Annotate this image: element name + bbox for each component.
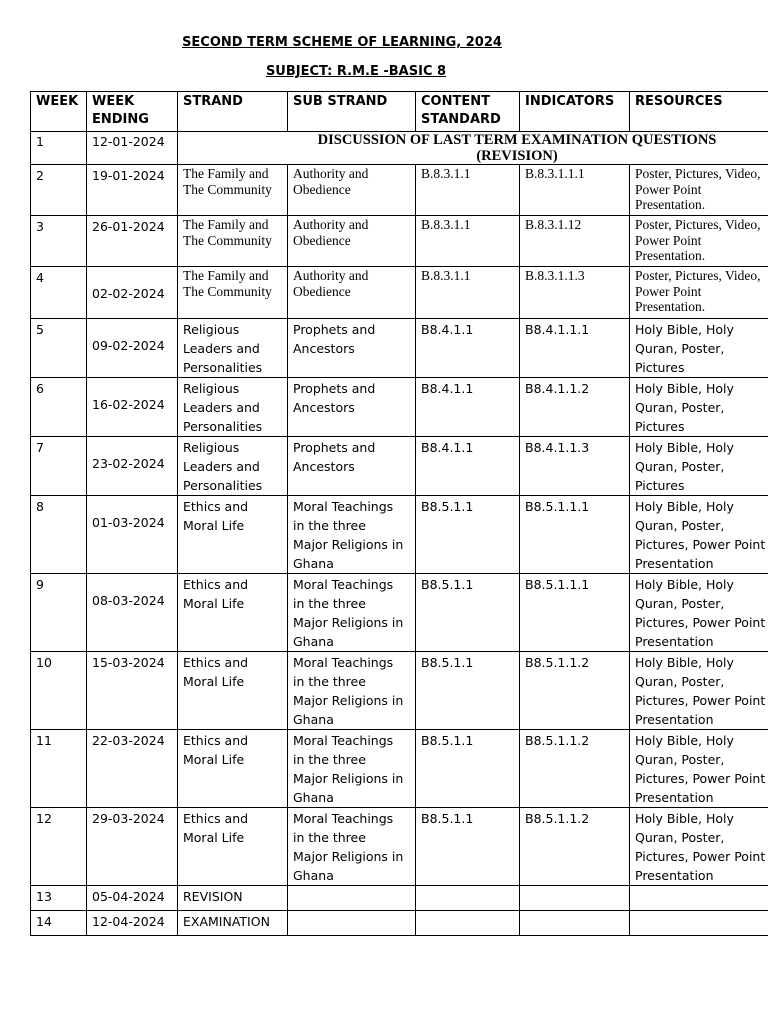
week-ending-cell: 01-03-2024 bbox=[87, 496, 178, 574]
content-standard-cell: B.8.3.1.1 bbox=[416, 165, 520, 216]
content-standard-cell: B8.5.1.1 bbox=[416, 496, 520, 574]
header-indicators: INDICATORS bbox=[520, 92, 630, 132]
strand-cell: Ethics and Moral Life bbox=[178, 496, 288, 574]
indicator-cell: B8.5.1.1.2 bbox=[520, 730, 630, 808]
indicator-cell: B8.5.1.1.2 bbox=[520, 652, 630, 730]
resources-cell: Poster, Pictures, Video, Power Point Presentation. bbox=[630, 267, 768, 319]
week-ending-cell: 23-02-2024 bbox=[87, 437, 178, 496]
strand-cell: The Family and The Community bbox=[178, 216, 288, 267]
strand-cell: Religious Leaders and Personalities bbox=[178, 437, 288, 496]
indicator-cell: B8.5.1.1.1 bbox=[520, 496, 630, 574]
document-title: SECOND TERM SCHEME OF LEARNING, 2024 bbox=[182, 35, 502, 50]
resources-cell: Poster, Pictures, Video, Power Point Presentation. bbox=[630, 165, 768, 216]
strand-cell: Ethics and Moral Life bbox=[178, 652, 288, 730]
indicator-cell: B.8.3.1.12 bbox=[520, 216, 630, 267]
week-cell: 14 bbox=[31, 911, 87, 936]
strand-cell: Ethics and Moral Life bbox=[178, 730, 288, 808]
resources-cell: Holy Bible, Holy Quran, Poster, Pictures, Power Point Presentation bbox=[630, 574, 768, 652]
header-strand: STRAND bbox=[178, 92, 288, 132]
header-resources: RESOURCES bbox=[630, 92, 768, 132]
week-ending-cell: 22-03-2024 bbox=[87, 730, 178, 808]
content-standard-cell: B8.4.1.1 bbox=[416, 378, 520, 437]
sub-strand-cell: Authority and Obedience bbox=[288, 216, 416, 267]
header-week-ending: WEEK ENDING bbox=[87, 92, 178, 132]
table-row bbox=[31, 216, 768, 267]
resources-cell: Holy Bible, Holy Quran, Poster, Pictures, Power Point Presentation bbox=[630, 730, 768, 808]
week-ending-cell: 12-01-2024 bbox=[87, 132, 178, 165]
strand-cell: Religious Leaders and Personalities bbox=[178, 319, 288, 378]
resources-cell: Holy Bible, Holy Quran, Poster, Pictures, Power Point Presentation bbox=[630, 808, 768, 886]
empty-cell bbox=[520, 911, 630, 936]
week-cell: 9 bbox=[31, 574, 87, 652]
sub-strand-cell: Moral Teachings in the three Major Religions in Ghana bbox=[288, 730, 416, 808]
empty-cell bbox=[288, 886, 416, 911]
sub-strand-cell: Prophets and Ancestors bbox=[288, 319, 416, 378]
indicator-cell: B8.4.1.1.2 bbox=[520, 378, 630, 437]
sub-strand-cell: Prophets and Ancestors bbox=[288, 378, 416, 437]
week-ending-cell: 15-03-2024 bbox=[87, 652, 178, 730]
empty-cell bbox=[630, 886, 768, 911]
resources-cell: Poster, Pictures, Video, Power Point Presentation. bbox=[630, 216, 768, 267]
table-row bbox=[31, 132, 768, 165]
week-ending-cell: 08-03-2024 bbox=[87, 574, 178, 652]
table-row bbox=[31, 378, 768, 437]
week-ending-cell: 05-04-2024 bbox=[87, 886, 178, 911]
strand-cell: EXAMINATION bbox=[178, 911, 288, 936]
week-cell: 7 bbox=[31, 437, 87, 496]
content-standard-cell: B8.4.1.1 bbox=[416, 319, 520, 378]
header-sub-strand: SUB STRAND bbox=[288, 92, 416, 132]
week-ending-cell: 12-04-2024 bbox=[87, 911, 178, 936]
sub-strand-cell: Moral Teachings in the three Major Religions in Ghana bbox=[288, 496, 416, 574]
content-standard-cell: B8.4.1.1 bbox=[416, 437, 520, 496]
resources-cell: Holy Bible, Holy Quran, Poster, Pictures, Power Point Presentation bbox=[630, 496, 768, 574]
week-cell: 4 bbox=[31, 267, 87, 319]
week-ending-cell: 16-02-2024 bbox=[87, 378, 178, 437]
table-row bbox=[31, 911, 768, 936]
week-ending-cell: 19-01-2024 bbox=[87, 165, 178, 216]
sub-strand-cell: Moral Teachings in the three Major Religions in Ghana bbox=[288, 574, 416, 652]
strand-cell: REVISION bbox=[178, 886, 288, 911]
table-header-row bbox=[31, 92, 768, 132]
sub-strand-cell: Prophets and Ancestors bbox=[288, 437, 416, 496]
indicator-cell: B.8.3.1.1.1 bbox=[520, 165, 630, 216]
table-row bbox=[31, 808, 768, 886]
week-cell: 13 bbox=[31, 886, 87, 911]
table-row bbox=[31, 165, 768, 216]
table-row bbox=[31, 437, 768, 496]
indicator-cell: B.8.3.1.1.3 bbox=[520, 267, 630, 319]
resources-cell: Holy Bible, Holy Quran, Poster, Pictures bbox=[630, 437, 768, 496]
scheme-table bbox=[30, 91, 768, 936]
week-cell: 8 bbox=[31, 496, 87, 574]
empty-cell bbox=[416, 886, 520, 911]
content-standard-cell: B8.5.1.1 bbox=[416, 652, 520, 730]
week-cell: 5 bbox=[31, 319, 87, 378]
week-ending-cell: 09-02-2024 bbox=[87, 319, 178, 378]
indicator-cell: B8.5.1.1.1 bbox=[520, 574, 630, 652]
strand-cell: Religious Leaders and Personalities bbox=[178, 378, 288, 437]
content-standard-cell: B8.5.1.1 bbox=[416, 730, 520, 808]
week-cell: 1 bbox=[31, 132, 87, 165]
table-row bbox=[31, 319, 768, 378]
indicator-cell: B8.4.1.1.3 bbox=[520, 437, 630, 496]
table-row bbox=[31, 730, 768, 808]
week-cell: 12 bbox=[31, 808, 87, 886]
week-ending-cell: 02-02-2024 bbox=[87, 267, 178, 319]
week-ending-cell: 26-01-2024 bbox=[87, 216, 178, 267]
header-week: WEEK bbox=[31, 92, 87, 132]
content-standard-cell: B8.5.1.1 bbox=[416, 808, 520, 886]
empty-cell bbox=[520, 886, 630, 911]
table-row bbox=[31, 267, 768, 319]
subject-heading: SUBJECT: R.M.E -BASIC 8 bbox=[265, 64, 447, 79]
strand-cell: Ethics and Moral Life bbox=[178, 808, 288, 886]
content-standard-cell: B.8.3.1.1 bbox=[416, 267, 520, 319]
resources-cell: Holy Bible, Holy Quran, Poster, Pictures bbox=[630, 319, 768, 378]
week-cell: 10 bbox=[31, 652, 87, 730]
week-cell: 3 bbox=[31, 216, 87, 267]
strand-cell: The Family and The Community bbox=[178, 267, 288, 319]
week-cell: 2 bbox=[31, 165, 87, 216]
empty-cell bbox=[288, 911, 416, 936]
strand-cell: Ethics and Moral Life bbox=[178, 574, 288, 652]
sub-strand-cell: Authority and Obedience bbox=[288, 267, 416, 319]
empty-cell bbox=[630, 911, 768, 936]
revision-banner: DISCUSSION OF LAST TERM EXAMINATION QUESTIONS (REVISION) bbox=[178, 132, 768, 165]
sub-strand-cell: Moral Teachings in the three Major Religions in Ghana bbox=[288, 652, 416, 730]
sub-strand-cell: Authority and Obedience bbox=[288, 165, 416, 216]
content-standard-cell: B.8.3.1.1 bbox=[416, 216, 520, 267]
table-row bbox=[31, 574, 768, 652]
strand-cell: The Family and The Community bbox=[178, 165, 288, 216]
table-row bbox=[31, 652, 768, 730]
content-standard-cell: B8.5.1.1 bbox=[416, 574, 520, 652]
table-row bbox=[31, 886, 768, 911]
week-cell: 11 bbox=[31, 730, 87, 808]
week-ending-cell: 29-03-2024 bbox=[87, 808, 178, 886]
header-content-standard: CONTENT STANDARD bbox=[416, 92, 520, 132]
resources-cell: Holy Bible, Holy Quran, Poster, Pictures, Power Point Presentation bbox=[630, 652, 768, 730]
indicator-cell: B8.5.1.1.2 bbox=[520, 808, 630, 886]
sub-strand-cell: Moral Teachings in the three Major Religions in Ghana bbox=[288, 808, 416, 886]
indicator-cell: B8.4.1.1.1 bbox=[520, 319, 630, 378]
resources-cell: Holy Bible, Holy Quran, Poster, Pictures bbox=[630, 378, 768, 437]
empty-cell bbox=[416, 911, 520, 936]
week-cell: 6 bbox=[31, 378, 87, 437]
table-row bbox=[31, 496, 768, 574]
